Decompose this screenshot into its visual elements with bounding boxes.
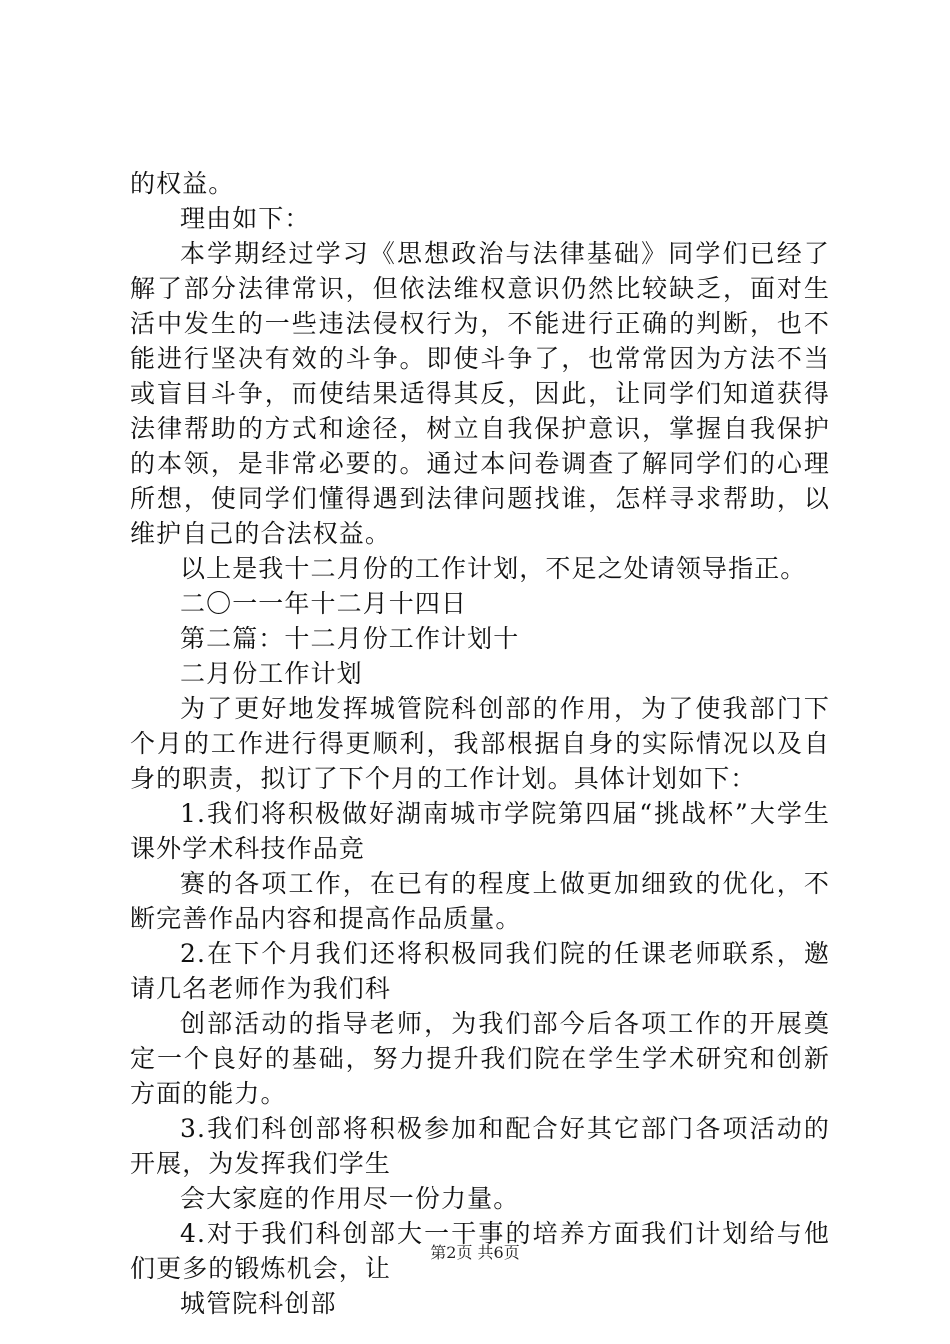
paragraph: 创部活动的指导老师，为我们部今后各项工作的开展奠定一个良好的基础，努力提升我们院在学生学术研究和创新方面的能力。 [130, 1009, 830, 1108]
paragraph: 赛的各项工作，在已有的程度上做更加细致的优化，不断完善作品内容和提高作品质量。 [130, 869, 830, 933]
paragraph: 理由如下： [180, 204, 311, 233]
list-item: 2.在下个月我们还将积极同我们院的任课老师联系，邀请几名老师作为我们科 [130, 939, 830, 1003]
page-number: 第2页 共6页 [430, 1243, 520, 1262]
paragraph: 城管院科创部 [180, 1289, 337, 1318]
paragraph: 二月份工作计划 [180, 659, 363, 688]
list-item: 1.我们将积极做好湖南城市学院第四届“挑战杯”大学生课外学术科技作品竞 [130, 799, 830, 863]
paragraph: 本学期经过学习《思想政治与法律基础》同学们已经了解了部分法律常识，但依法维权意识仍然比较缺乏，面对生活中发生的一些违法侵权行为，不能进行正确的判断，也不能进行坚决有效的斗争。即使斗争了，也常常因为方法不当或盲目斗争，而使结果适得其反，因此，让同学们知道获得法律帮助的方式和途径，树立自我保护意识，掌握自我保护的本领，是非常必要的。通过本问卷调查了解同学们的心理所想，使同学们懂得遇到法律问题找谁，怎样寻求帮助，以维护自己的合法权益。 [130, 239, 830, 548]
page-footer [0, 1243, 950, 1263]
paragraph: 会大家庭的作用尽一份力量。 [180, 1184, 520, 1213]
paragraph: 以上是我十二月份的工作计划，不足之处请领导指正。 [180, 554, 807, 583]
paragraph: 二〇一一年十二月十四日 [180, 589, 468, 618]
list-item: 4.对于我们科创部大一干事的培养方面我们计划给与他们更多的锻炼机会，让 [130, 1219, 830, 1283]
list-item: 3.我们科创部将积极参加和配合好其它部门各项活动的开展，为发挥我们学生 [130, 1114, 830, 1178]
paragraph: 的权益。 [130, 169, 235, 198]
section-heading: 第二篇：十二月份工作计划十 [180, 624, 520, 653]
document-body [130, 166, 830, 1321]
paragraph: 为了更好地发挥城管院科创部的作用，为了使我部门下个月的工作进行得更顺利，我部根据自身的实际情况以及自身的职责，拟订了下个月的工作计划。具体计划如下： [130, 694, 830, 793]
